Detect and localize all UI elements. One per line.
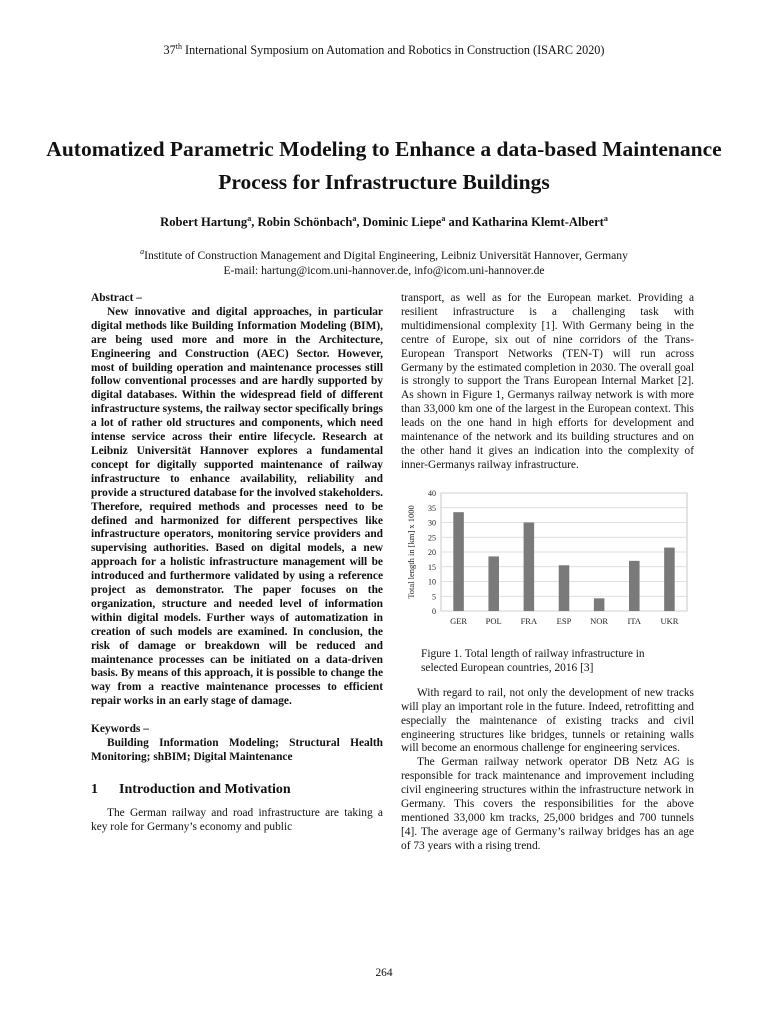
affiliation-sup: a <box>140 247 145 257</box>
author-sep: , <box>356 215 363 229</box>
left-column <box>91 292 383 835</box>
x-tick-label: FRA <box>520 615 538 626</box>
section-number: 1 <box>91 781 98 797</box>
x-tick-label: ITA <box>627 615 642 626</box>
bar-chart <box>401 485 694 635</box>
bar <box>594 598 605 611</box>
page-number: 264 <box>375 967 393 979</box>
bar <box>559 565 570 611</box>
x-tick-label: POL <box>485 615 502 626</box>
abstract-text: New innovative and digital approaches, in particular digital methods like Building Information Modeling (BIM), are being used more and more in the Architecture, Engineering and Construction (AEC) Sector. However, most of building operation and maintenance processes still follow conventional processes and are hardly supported by digital databases. Within the widespread field of different infrastructure systems, the railway sector specifically brings a lot of rather old structures and components, which need intense service across their entire lifecycle. Research at Leibniz Universität Hannover explores a fundamental concept for digitally supported maintenance of railway infrastructure to enhance availability, reliability and provide a structured database for the involved stakeholders. Therefore, required methods and processes need to be defined and harmonized for different perspectives like infrastructure operators, monitoring service providers and supervising authorities. Based on digital models, a new approach for a holistic infrastructure management will be introduced and furthermore validated by using a reference project as demonstrator. The paper focuses on the organization, structure and needed level of information within digital models. Further ways of automatization in creation of such models are examined. In conclusion, the risk of damage or breakdown will be reduced and maintenance processes can be initiated on a data-driven basis. By means of this approach, it is possible to change the way from a reactive maintenance processes to efficient repair works in an early stage of damage. <box>91 305 383 708</box>
affiliation-email: E-mail: hartung@icom.uni-hannover.de, info@icom.uni-hannover.de <box>223 264 545 277</box>
intro-paragraph: The German railway and road infrastructure are taking a key role for Germany’s economy and public <box>91 806 383 833</box>
affiliation-institute: Institute of Construction Management and Digital Engineering, Leibniz Universität Hannover, Germany <box>144 249 628 262</box>
author-sup: a <box>352 213 357 223</box>
header-ordinal-suffix: th <box>175 41 182 51</box>
x-tick-label: ESP <box>556 615 572 626</box>
body-paragraph: The German railway network operator DB Netz AG is responsible for track maintenance and improvement including civil engineering structures within the infrastructure network in Germany. This covers the responsibilities for the above mentioned 33,000 km tracks, 25,000 bridges and 700 tunnels [4]. The average age of Germany’s railway bridges has an age of 73 years with a rising trend. <box>401 756 694 852</box>
abstract <box>91 292 383 709</box>
affiliation-line <box>0 248 768 263</box>
bar <box>488 556 499 611</box>
body-paragraph: transport, as well as for the European market. Providing a resilient infrastructure is a challenging task with multidimensional complexity [1]. With Germany being in the centre of Europe, six out of nine corridors of the Trans-European Transport Networks (TEN-T) will run across Germany by the estimated completion in 2030. The overall goal is strongly to support the Trans European Internal Market [2]. As shown in Figure 1, Germanys railway network is with more than 33,000 km one of the largest in the European context. This leads on the one hand in high efforts for development and maintenance of the network and its building structures and on the other hand it gives an indication into the complexity of inner-Germanys railway infrastructure. <box>401 292 694 471</box>
paper-title: Automatized Parametric Modeling to Enhance a data-based Maintenance Process for Infrastructure Buildings <box>46 137 722 194</box>
author-name: Robin Schönbach <box>257 215 353 229</box>
y-tick-label: 10 <box>428 577 436 587</box>
bar <box>524 522 535 611</box>
author-name: Katharina Klemt-Albert <box>472 215 604 229</box>
author-sup: a <box>603 213 608 223</box>
bar <box>629 561 640 611</box>
author-name: Dominic Liepe <box>362 215 442 229</box>
y-tick-label: 15 <box>428 562 436 572</box>
right-column <box>401 292 694 854</box>
body-paragraph: With regard to rail, not only the development of new tracks will play an important role in the future. Indeed, retrofitting and especially the maintenance of existing tracks and civil engineering structures like bridges, tunnels or retaining walls will become an enormous challenge for engineering services. <box>401 686 694 755</box>
x-tick-label: GER <box>450 615 468 626</box>
figure-1 <box>401 485 694 635</box>
header-text: International Symposium on Automation and Robotics in Construction (ISARC 2020) <box>181 43 605 57</box>
affiliation <box>0 248 768 278</box>
y-tick-label: 30 <box>428 518 436 528</box>
author-name: Robert Hartung <box>160 215 248 229</box>
y-tick-label: 5 <box>432 592 436 602</box>
figure-caption: Figure 1. Total length of railway infrastructure in selected European countries, 2016 [3] <box>421 647 645 674</box>
y-tick-label: 0 <box>432 606 436 616</box>
keywords-text: Building Information Modeling; Structural Health Monitoring; shBIM; Digital Maintenance <box>91 737 383 763</box>
section-heading <box>91 783 383 797</box>
y-tick-label: 35 <box>428 503 436 513</box>
author-sep: , <box>251 215 258 229</box>
header-ordinal: 37 <box>163 43 176 57</box>
author-sup: a <box>441 213 446 223</box>
author-list <box>0 213 768 231</box>
y-axis-label: Total length in [km] x 1000 <box>406 504 416 599</box>
conference-header <box>0 42 768 58</box>
keywords-heading: Keywords – <box>91 723 149 736</box>
author-sep: and <box>445 215 472 229</box>
x-tick-label: NOR <box>590 615 609 626</box>
y-tick-label: 20 <box>428 547 436 557</box>
section-title: Introduction and Motivation <box>119 781 291 797</box>
y-tick-label: 25 <box>428 533 436 543</box>
bar <box>453 512 464 611</box>
x-tick-label: UKR <box>660 615 679 626</box>
bar <box>664 547 675 610</box>
abstract-heading: Abstract – <box>91 292 142 304</box>
y-tick-label: 40 <box>428 488 436 498</box>
author-sup: a <box>247 213 252 223</box>
